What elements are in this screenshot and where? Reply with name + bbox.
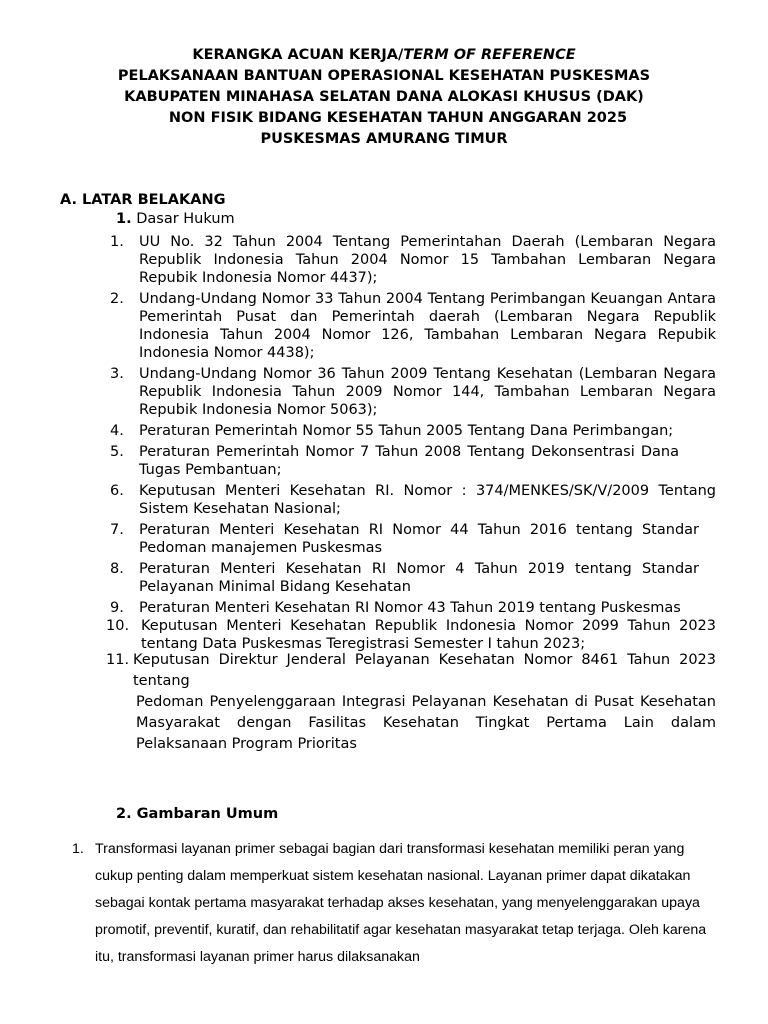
title-line-3: KABUPATEN MINAHASA SELATAN DANA ALOKASI KHUSUS (DAK) bbox=[124, 89, 644, 105]
list-number: 10. bbox=[106, 618, 130, 634]
subsection-title: Dasar Hukum bbox=[136, 211, 235, 227]
title-italic: TERM OF REFERENCE bbox=[403, 47, 576, 63]
list-item bbox=[106, 599, 716, 617]
list-number: 11. bbox=[106, 652, 130, 668]
list-item bbox=[106, 365, 716, 419]
list-item bbox=[106, 521, 716, 557]
list-item bbox=[106, 560, 716, 596]
list-item bbox=[106, 650, 716, 692]
list-number: 3. bbox=[110, 366, 124, 382]
list-number: 2. bbox=[110, 291, 124, 307]
section-heading-latar-belakang: A. LATAR BELAKANG bbox=[60, 192, 226, 208]
list-text: Undang-Undang Nomor 33 Tahun 2004 Tentang Perimbangan Keuangan Antara Pemerintah Pusat dan Pemerintah daerah (Lembaran Negara Republik Indonesia Tahun 2004 Nomor 126, Tambahan Lembaran Negara Repubik Indonesia Nomor 4438); bbox=[139, 291, 716, 361]
list-number: 5. bbox=[110, 444, 124, 460]
list-item bbox=[106, 443, 716, 479]
document-title-block bbox=[0, 45, 768, 150]
list-text: Undang-Undang Nomor 36 Tahun 2009 Tentang Kesehatan (Lembaran Negara Republik Indonesia Tahun 2009 Nomor 144, Tambahan Lembaran Negara Repubik Indonesia Nomor 5063); bbox=[139, 366, 716, 418]
subsection-dasar-hukum bbox=[116, 211, 235, 227]
list-number: 6. bbox=[110, 483, 124, 499]
title-prefix: KERANGKA ACUAN KERJA/ bbox=[192, 47, 404, 63]
list-text: Peraturan Pemerintah Nomor 55 Tahun 2005 Tentang Dana Perimbangan; bbox=[139, 423, 674, 439]
list-text: Peraturan Menteri Kesehatan RI Nomor 4 Tahun 2019 tentang Standar Pelayanan Minimal Bidang Kesehatan bbox=[139, 561, 699, 595]
list-number: 1. bbox=[72, 841, 84, 857]
list-item bbox=[106, 290, 716, 362]
list-text: Keputusan Menteri Kesehatan Republik Indonesia Nomor 2099 Tahun 2023 tentang Data Puskesmas Teregistrasi Semester I tahun 2023; bbox=[141, 618, 716, 652]
list-item bbox=[106, 617, 716, 653]
list-text: Keputusan Menteri Kesehatan RI. Nomor : 374/MENKES/SK/V/2009 Tentang Sistem Kesehatan Nasional; bbox=[139, 483, 716, 517]
list-item bbox=[106, 233, 716, 287]
title-line-1 bbox=[0, 45, 768, 66]
list-number: 1. bbox=[110, 234, 124, 250]
list-text: UU No. 32 Tahun 2004 Tentang Pemerintahan Daerah (Lembaran Negara Republik Indonesia Tahun 2004 Nomor 15 Tambahan Lembaran Negara Repubik Indonesia Nomor 4437); bbox=[139, 234, 716, 286]
title-line-5: PUSKESMAS AMURANG TIMUR bbox=[260, 131, 508, 147]
subsection-number: 1. bbox=[116, 211, 132, 227]
subsection-gambaran-umum: 2. Gambaran Umum bbox=[116, 806, 279, 822]
list-continuation: Pedoman Penyelenggaraan Integrasi Pelayanan Kesehatan di Pusat Kesehatan Masyarakat dengan Fasilitas Kesehatan Tingkat Pertama Lain dalam Pelaksanaan Program Prioritas bbox=[136, 694, 716, 752]
paragraph-text: Transformasi layanan primer sebagai bagian dari transformasi kesehatan memiliki peran yang cukup penting dalam memperkuat sistem kesehatan nasional. Layanan primer dapat dikatakan sebagai kontak pertama masyarakat terhadap akses kesehatan, yang menyelenggarakan upaya promotif, preventif, kuratif, dan rehabilitatif agar kesehatan masyarakat tetap terjaga. Oleh karena itu, transformasi layanan primer harus dilaksanakan bbox=[95, 841, 707, 965]
list-number: 8. bbox=[110, 561, 124, 577]
list-item bbox=[106, 422, 716, 440]
list-text: Peraturan Pemerintah Nomor 7 Tahun 2008 Tentang Dekonsentrasi Dana Tugas Pembantuan; bbox=[139, 444, 679, 478]
list-text: Keputusan Direktur Jenderal Pelayanan Kesehatan Nomor 8461 Tahun 2023 tentang bbox=[133, 652, 716, 689]
list-number: 9. bbox=[110, 600, 124, 616]
paragraph-item bbox=[72, 836, 712, 971]
list-text: Peraturan Menteri Kesehatan RI Nomor 43 Tahun 2019 tentang Puskesmas bbox=[139, 600, 681, 616]
list-text: Peraturan Menteri Kesehatan RI Nomor 44 Tahun 2016 tentang Standar Pedoman manajemen Puskesmas bbox=[139, 522, 699, 556]
list-number: 7. bbox=[110, 522, 124, 538]
legal-basis-list bbox=[106, 233, 716, 653]
title-line-4: NON FISIK BIDANG KESEHATAN TAHUN ANGGARAN 2025 bbox=[168, 110, 628, 126]
list-item bbox=[106, 482, 716, 518]
legal-basis-item-11 bbox=[106, 650, 716, 755]
title-line-2: PELAKSANAAN BANTUAN OPERASIONAL KESEHATAN PUSKESMAS bbox=[117, 68, 651, 84]
list-number: 4. bbox=[110, 423, 124, 439]
